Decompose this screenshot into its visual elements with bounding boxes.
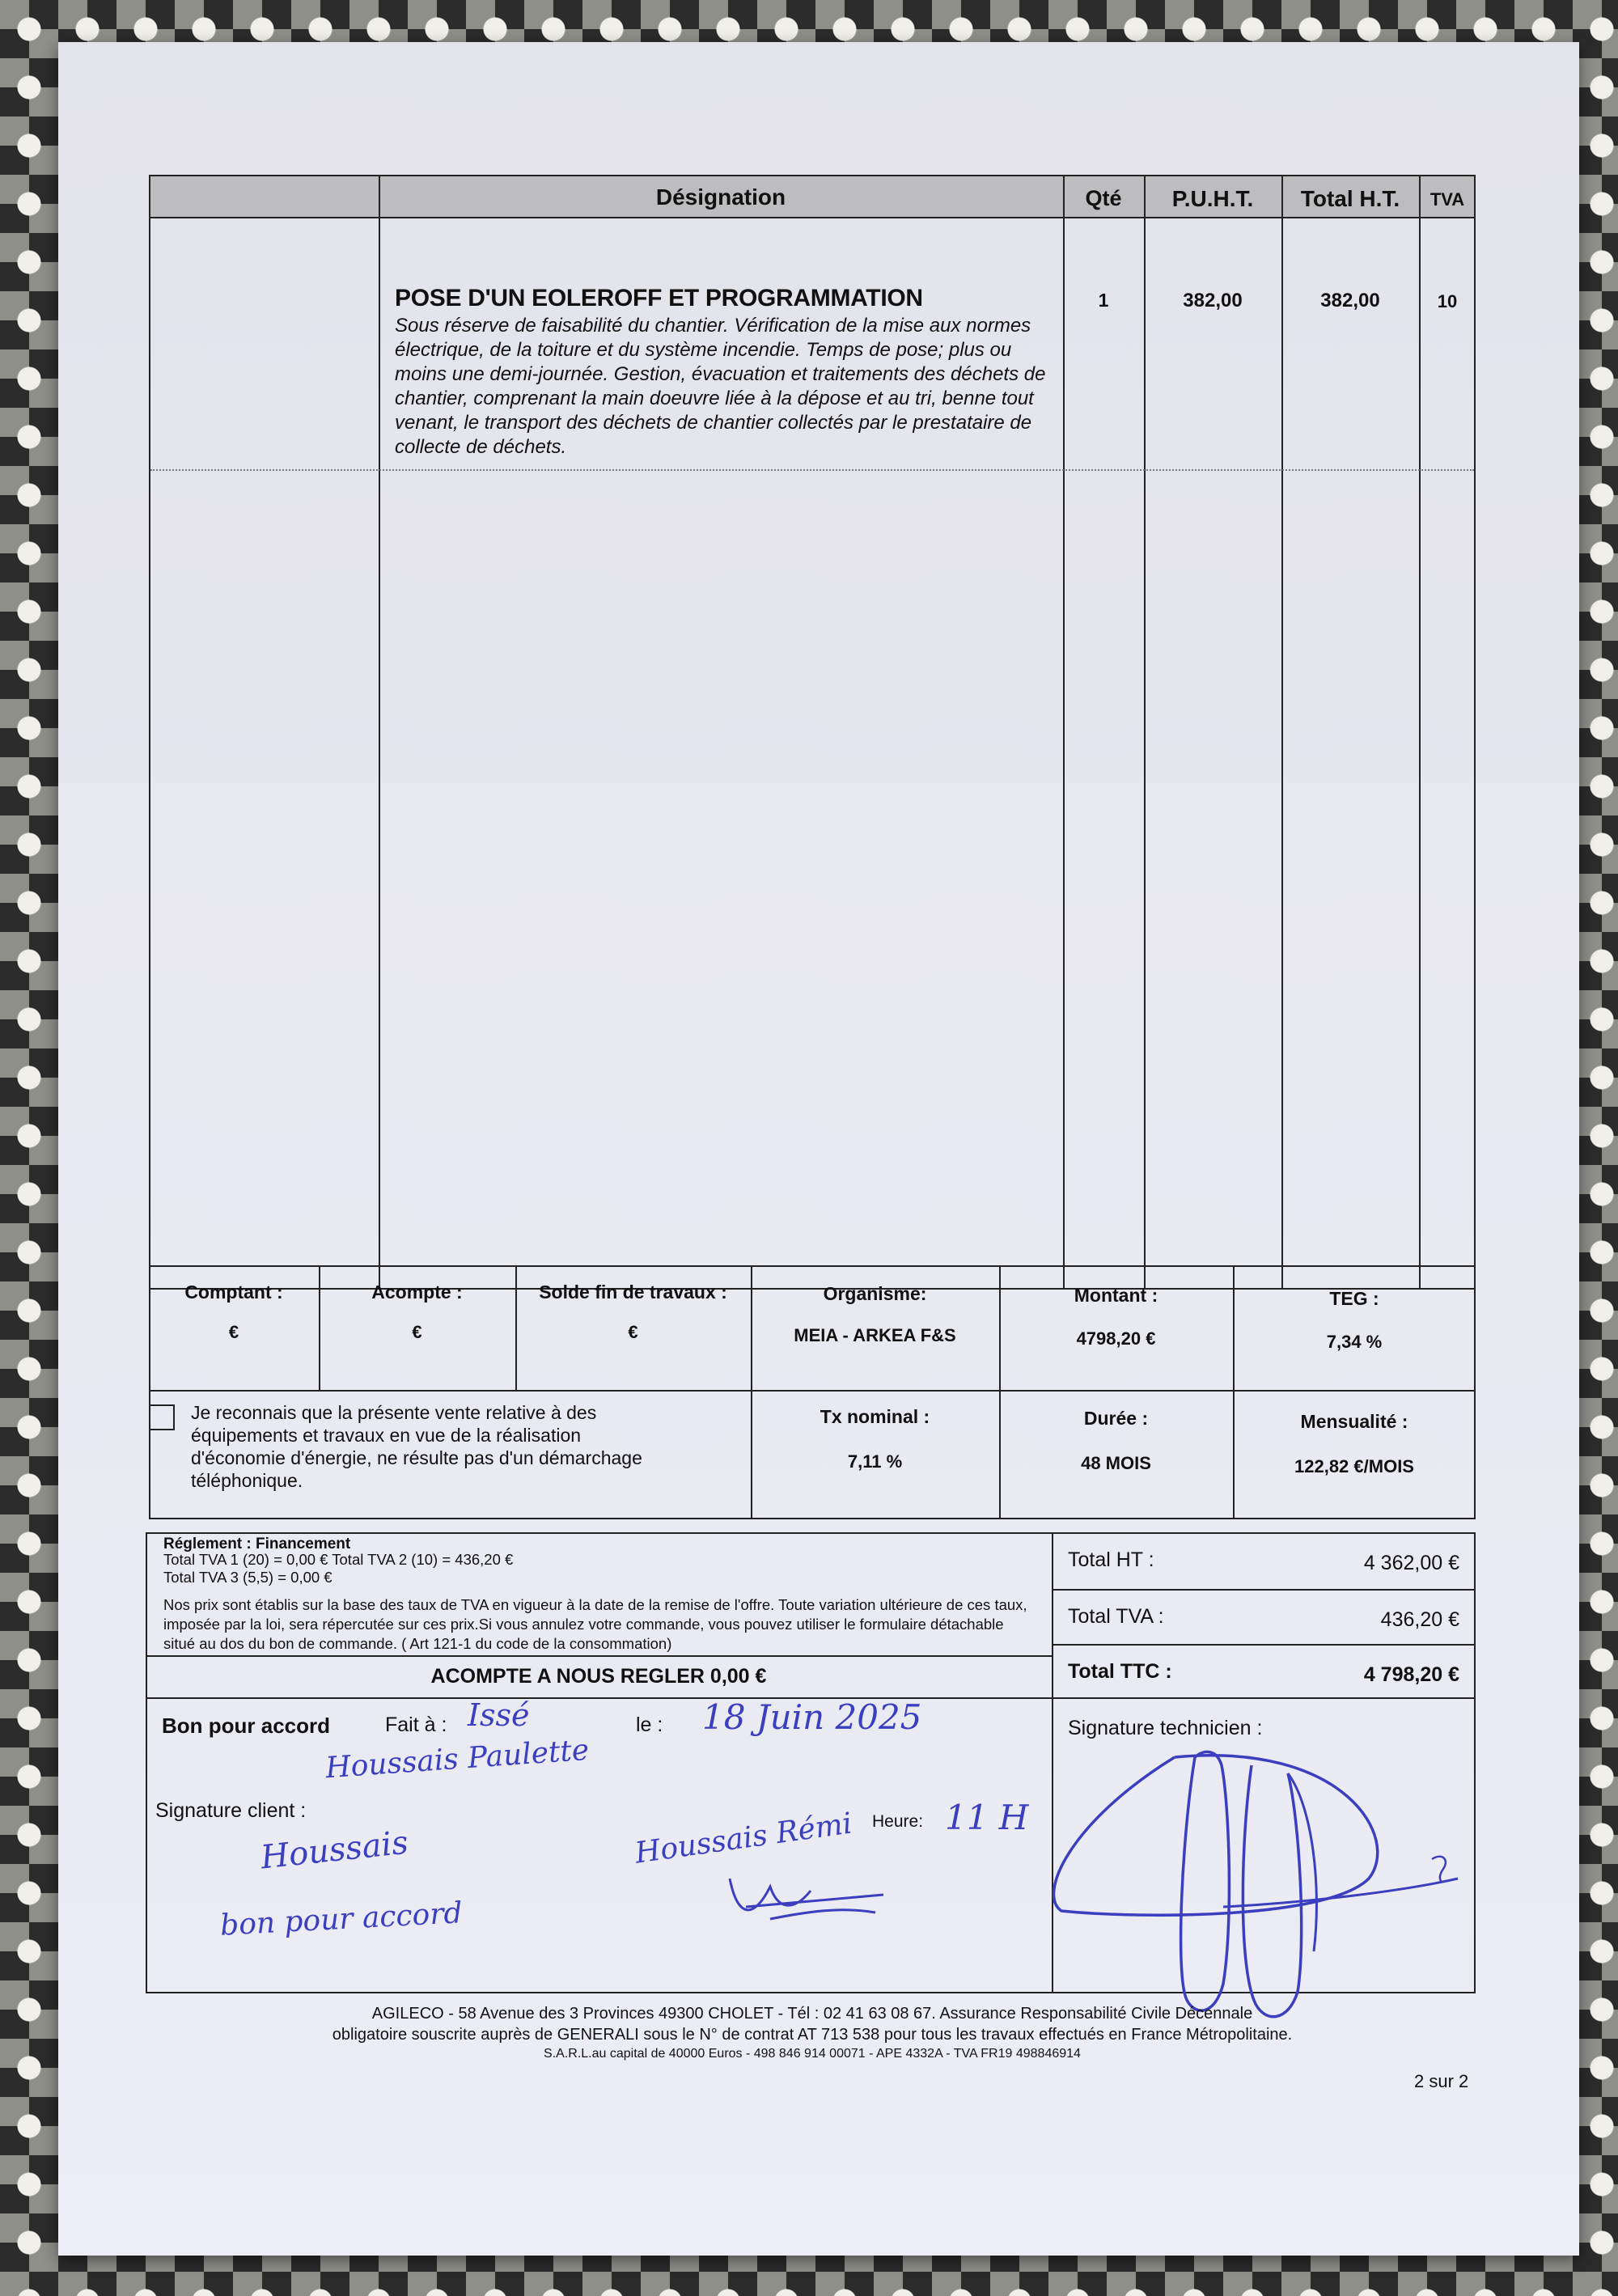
teg-label: TEG : <box>1329 1288 1379 1309</box>
client-note: bon pour accord <box>219 1896 464 1942</box>
mensualite-value: 122,82 €/MOIS <box>1294 1456 1414 1476</box>
reglement-title: Réglement : Financement <box>163 1536 351 1553</box>
item-puht: 382,00 <box>1183 290 1243 311</box>
tech-initials-scribble <box>722 1862 900 1935</box>
solde-value: € <box>628 1322 638 1342</box>
total-ttc-label: Total TTC : <box>1068 1660 1172 1683</box>
tx-value: 7,11 % <box>847 1451 903 1472</box>
declaration-text: Je reconnais que la présente vente relative à des équipements et travaux en vue de la réalisation d'économie d'énergie, ne résulte pas d'un démarchage téléphonique. <box>191 1402 642 1491</box>
header-total-ht: Total H.T. <box>1300 186 1400 211</box>
solde-label: Solde fin de travaux : <box>539 1281 727 1303</box>
comptant-label: Comptant : <box>184 1281 283 1303</box>
acompte-banner: ACOMPTE A NOUS REGLER 0,00 € <box>430 1665 767 1688</box>
duree-value: 48 MOIS <box>1081 1453 1151 1473</box>
footer-line2: obligatoire souscrite auprès de GENERALI sous le N° de contrat AT 713 538 pour tous les travaux effectués en France Métropolitaine. <box>332 2026 1293 2044</box>
le-value: 18 Juin 2025 <box>702 1697 922 1737</box>
tech-name: Houssais Rémi <box>633 1807 854 1870</box>
organisme-label: Organisme: <box>823 1283 927 1304</box>
declaration-checkbox[interactable] <box>149 1404 175 1430</box>
acompte-value: € <box>412 1322 422 1342</box>
footer-line1: AGILECO - 58 Avenue des 3 Provinces 49300 CHOLET - Tél : 02 41 63 08 67. Assurance Responsabilité Civile Décennale <box>371 2005 1253 2023</box>
reglement-tva-line1: Total TVA 1 (20) = 0,00 € Total TVA 2 (10) = 436,20 € <box>163 1551 514 1568</box>
reglement-notice: Nos prix sont établis sur la base des taux de TVA en vigueur à la date de la remise de l'offre. Toute variation ultérieure de ces taux, imposée par la loi, sera répercutée sur ces prix.Si vous annulez votre commande, vous pouvez utiliser le formulaire détachable situé au dos du bon de commande. ( Art 121-1 du code de la consommation) <box>163 1596 1027 1652</box>
mensualite-label: Mensualité : <box>1300 1411 1408 1432</box>
item-qte: 1 <box>1098 290 1109 311</box>
client-name: Houssais Paulette <box>324 1733 591 1786</box>
item-tva: 10 <box>1437 291 1458 311</box>
signature-technicien-label: Signature technicien : <box>1068 1717 1263 1739</box>
item-separator <box>150 469 1474 471</box>
duree-label: Durée : <box>1083 1408 1149 1429</box>
fait-value: Issé <box>468 1697 530 1733</box>
heure-label: Heure: <box>872 1812 924 1831</box>
reglement-tva-line2: Total TVA 3 (5,5) = 0,00 € <box>163 1569 332 1586</box>
montant-value: 4798,20 € <box>1076 1328 1156 1349</box>
teg-value: 7,34 % <box>1326 1332 1383 1352</box>
montant-label: Montant : <box>1074 1285 1158 1306</box>
tx-label: Tx nominal : <box>820 1406 930 1427</box>
item-description: Sous réserve de faisabilité du chantier. Vérification de la mise aux normes électrique, de la toiture et du système incendie. Temps de pose; plus ou moins une demi-journée. Gestion, évacuation et traitements des déchets de chantier, comprenant la main doeuvre liée à la dépose et au tri, benne tout venant, le transport des déchets de chantier collectés par le prestataire de collecte de déchets. <box>395 315 1046 458</box>
item-total-ht: 382,00 <box>1320 290 1380 311</box>
header-qte: Qté <box>1085 186 1122 210</box>
total-ht-label: Total HT : <box>1068 1548 1154 1571</box>
page-number: 2 sur 2 <box>1414 2071 1469 2091</box>
bon-pour-accord-label: Bon pour accord <box>162 1714 331 1738</box>
total-tva-value: 436,20 € <box>1380 1608 1459 1631</box>
total-ttc-value: 4 798,20 € <box>1363 1663 1459 1686</box>
signature-client-label: Signature client : <box>155 1799 307 1822</box>
technician-signature <box>1021 1709 1474 2032</box>
document-page <box>58 42 1579 2256</box>
total-tva-label: Total TVA : <box>1068 1605 1164 1628</box>
total-ht-value: 4 362,00 € <box>1363 1552 1459 1574</box>
heure-value: 11 H <box>945 1798 1029 1837</box>
comptant-value: € <box>228 1322 239 1342</box>
acompte-label: Acompte : <box>371 1281 463 1303</box>
client-signature: Houssais <box>259 1824 410 1877</box>
item-title: POSE D'UN EOLEROFF ET PROGRAMMATION <box>395 285 923 311</box>
header-tva: TVA <box>1430 189 1465 210</box>
footer-line3: S.A.R.L.au capital de 40000 Euros - 498 846 914 00071 - APE 4332A - TVA FR19 498846914 <box>544 2047 1081 2061</box>
header-puht: P.U.H.T. <box>1171 186 1254 211</box>
le-label: le : <box>636 1714 663 1736</box>
organisme-value: MEIA - ARKEA F&S <box>794 1325 956 1345</box>
header-designation: Désignation <box>655 184 786 210</box>
fait-label: Fait à : <box>385 1714 447 1736</box>
